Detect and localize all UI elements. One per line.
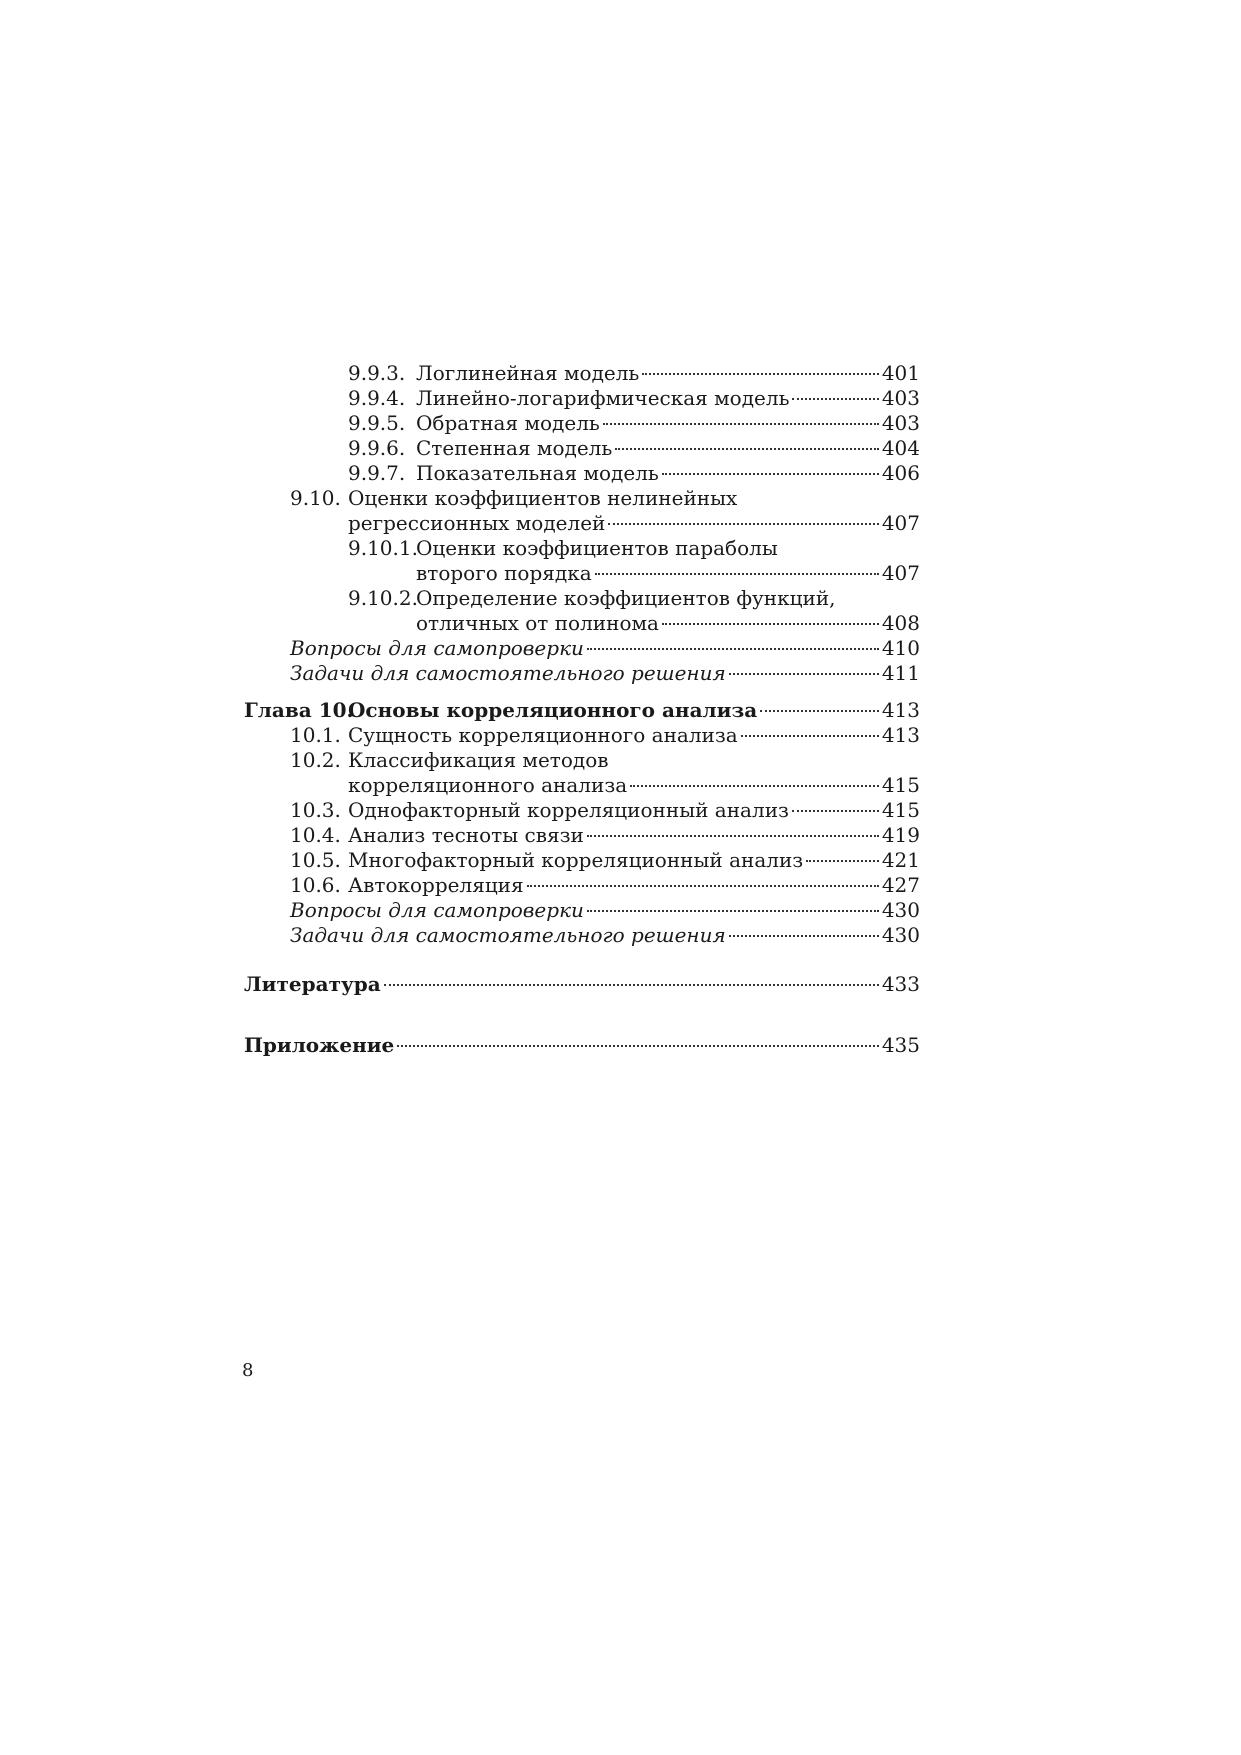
entry-page: 430 xyxy=(881,898,920,922)
entry-page: 415 xyxy=(881,798,920,822)
entry-page: 407 xyxy=(881,511,920,535)
toc-entry-line1[interactable] xyxy=(244,748,920,773)
entry-number: 9.9.5. xyxy=(348,411,406,435)
entry-number: 9.9.3. xyxy=(348,361,406,385)
toc-entry[interactable] xyxy=(244,848,920,873)
entry-title-line1: Оценки коэффициентов параболы xyxy=(416,536,778,560)
section-title: Литература xyxy=(244,972,381,996)
entry-page: 408 xyxy=(881,611,920,635)
toc-entry[interactable] xyxy=(244,386,920,411)
entry-title: Вопросы для самопроверки xyxy=(290,898,584,922)
entry-title-line1: Определение коэффициентов функций, xyxy=(416,586,836,610)
entry-title: Степенная модель xyxy=(416,436,613,460)
entry-title-line1: Классификация методов xyxy=(348,748,609,772)
chapter-number: Глава 10. xyxy=(244,698,354,722)
entry-number: 10.5. xyxy=(290,848,341,872)
entry-title-line1: Оценки коэффициентов нелинейных xyxy=(348,486,738,510)
toc-entry[interactable] xyxy=(244,636,920,661)
leader-dots xyxy=(615,448,879,450)
toc-entry-line1[interactable] xyxy=(244,486,920,511)
entry-number: 9.9.6. xyxy=(348,436,406,460)
entry-number: 10.3. xyxy=(290,798,341,822)
leader-dots xyxy=(587,835,879,837)
entry-number: 9.9.7. xyxy=(348,461,406,485)
leader-dots xyxy=(527,885,879,887)
entry-title: Сущность корреляционного анализа xyxy=(348,723,738,747)
toc-entry[interactable] xyxy=(244,436,920,461)
leader-dots xyxy=(792,810,879,812)
leader-dots xyxy=(603,423,879,425)
entry-number: 10.1. xyxy=(290,723,341,747)
toc-entry[interactable] xyxy=(244,661,920,686)
entry-title: Задачи для самостоятельного решения xyxy=(290,923,726,947)
entry-page: 413 xyxy=(881,723,920,747)
entry-page: 403 xyxy=(881,386,920,410)
entry-title: Показательная модель xyxy=(416,461,659,485)
toc-entry[interactable] xyxy=(244,823,920,848)
entry-title: Задачи для самостоятельного решения xyxy=(290,661,726,685)
toc-section[interactable] xyxy=(244,972,920,997)
entry-page: 427 xyxy=(881,873,920,897)
toc-entry[interactable] xyxy=(244,511,920,536)
entry-page: 413 xyxy=(881,698,920,722)
entry-page: 401 xyxy=(881,361,920,385)
toc-entry-line1[interactable] xyxy=(244,586,920,611)
entry-title: Логлинейная модель xyxy=(416,361,640,385)
toc-entry[interactable] xyxy=(244,561,920,586)
entry-title: Однофакторный корреляционный анализ xyxy=(348,798,789,822)
toc-entry[interactable] xyxy=(244,723,920,748)
entry-page: 421 xyxy=(881,848,920,872)
entry-page: 404 xyxy=(881,436,920,460)
entry-page: 433 xyxy=(881,972,920,996)
leader-dots xyxy=(760,710,879,712)
section-title: Приложение xyxy=(244,1033,395,1057)
table-of-contents xyxy=(244,361,920,1058)
toc-section[interactable] xyxy=(244,1033,920,1058)
toc-entry[interactable] xyxy=(244,898,920,923)
entry-title: второго порядка xyxy=(416,561,592,585)
entry-number: 9.10.1. xyxy=(348,536,418,560)
entry-number: 9.10. xyxy=(290,486,341,510)
toc-entry[interactable] xyxy=(244,411,920,436)
toc-entry[interactable] xyxy=(244,798,920,823)
entry-number: 10.6. xyxy=(290,873,341,897)
toc-entry[interactable] xyxy=(244,461,920,486)
entry-page: 407 xyxy=(881,561,920,585)
entry-page: 410 xyxy=(881,636,920,660)
entry-number: 10.4. xyxy=(290,823,341,847)
entry-title: Обратная модель xyxy=(416,411,600,435)
leader-dots xyxy=(384,984,879,986)
entry-page: 411 xyxy=(881,661,920,685)
toc-entry[interactable] xyxy=(244,873,920,898)
entry-title: Анализ тесноты связи xyxy=(348,823,584,847)
toc-entry[interactable] xyxy=(244,923,920,948)
toc-entry[interactable] xyxy=(244,611,920,636)
entry-title: Вопросы для самопроверки xyxy=(290,636,584,660)
toc-entry[interactable] xyxy=(244,361,920,386)
entry-title: Линейно-логарифмическая модель xyxy=(416,386,790,410)
entry-page: 430 xyxy=(881,923,920,947)
entry-title: корреляционного анализа xyxy=(348,773,628,797)
entry-number: 10.2. xyxy=(290,748,341,772)
entry-page: 415 xyxy=(881,773,920,797)
entry-page: 435 xyxy=(881,1033,920,1057)
leader-dots xyxy=(595,573,879,575)
chapter-title: Основы корреляционного анализа xyxy=(348,698,758,722)
leader-dots xyxy=(662,623,879,625)
leader-dots xyxy=(608,523,878,525)
entry-page: 419 xyxy=(881,823,920,847)
leader-dots xyxy=(397,1045,879,1047)
leader-dots xyxy=(662,473,879,475)
entry-title: отличных от полинома xyxy=(416,611,659,635)
entry-title: регрессионных моделей xyxy=(348,511,606,535)
leader-dots xyxy=(587,910,879,912)
toc-entry-line1[interactable] xyxy=(244,536,920,561)
entry-page: 403 xyxy=(881,411,920,435)
entry-title: Автокорреляция xyxy=(348,873,524,897)
leader-dots xyxy=(729,935,879,937)
entry-page: 406 xyxy=(881,461,920,485)
leader-dots xyxy=(630,785,879,787)
leader-dots xyxy=(587,648,879,650)
toc-entry[interactable] xyxy=(244,773,920,798)
page-number: 8 xyxy=(242,1360,254,1381)
entry-number: 9.10.2. xyxy=(348,586,418,610)
toc-chapter[interactable] xyxy=(244,698,920,723)
leader-dots xyxy=(642,373,879,375)
leader-dots xyxy=(741,735,879,737)
entry-title: Многофакторный корреляционный анализ xyxy=(348,848,804,872)
leader-dots xyxy=(792,398,878,400)
leader-dots xyxy=(729,673,879,675)
entry-number: 9.9.4. xyxy=(348,386,406,410)
leader-dots xyxy=(806,860,879,862)
